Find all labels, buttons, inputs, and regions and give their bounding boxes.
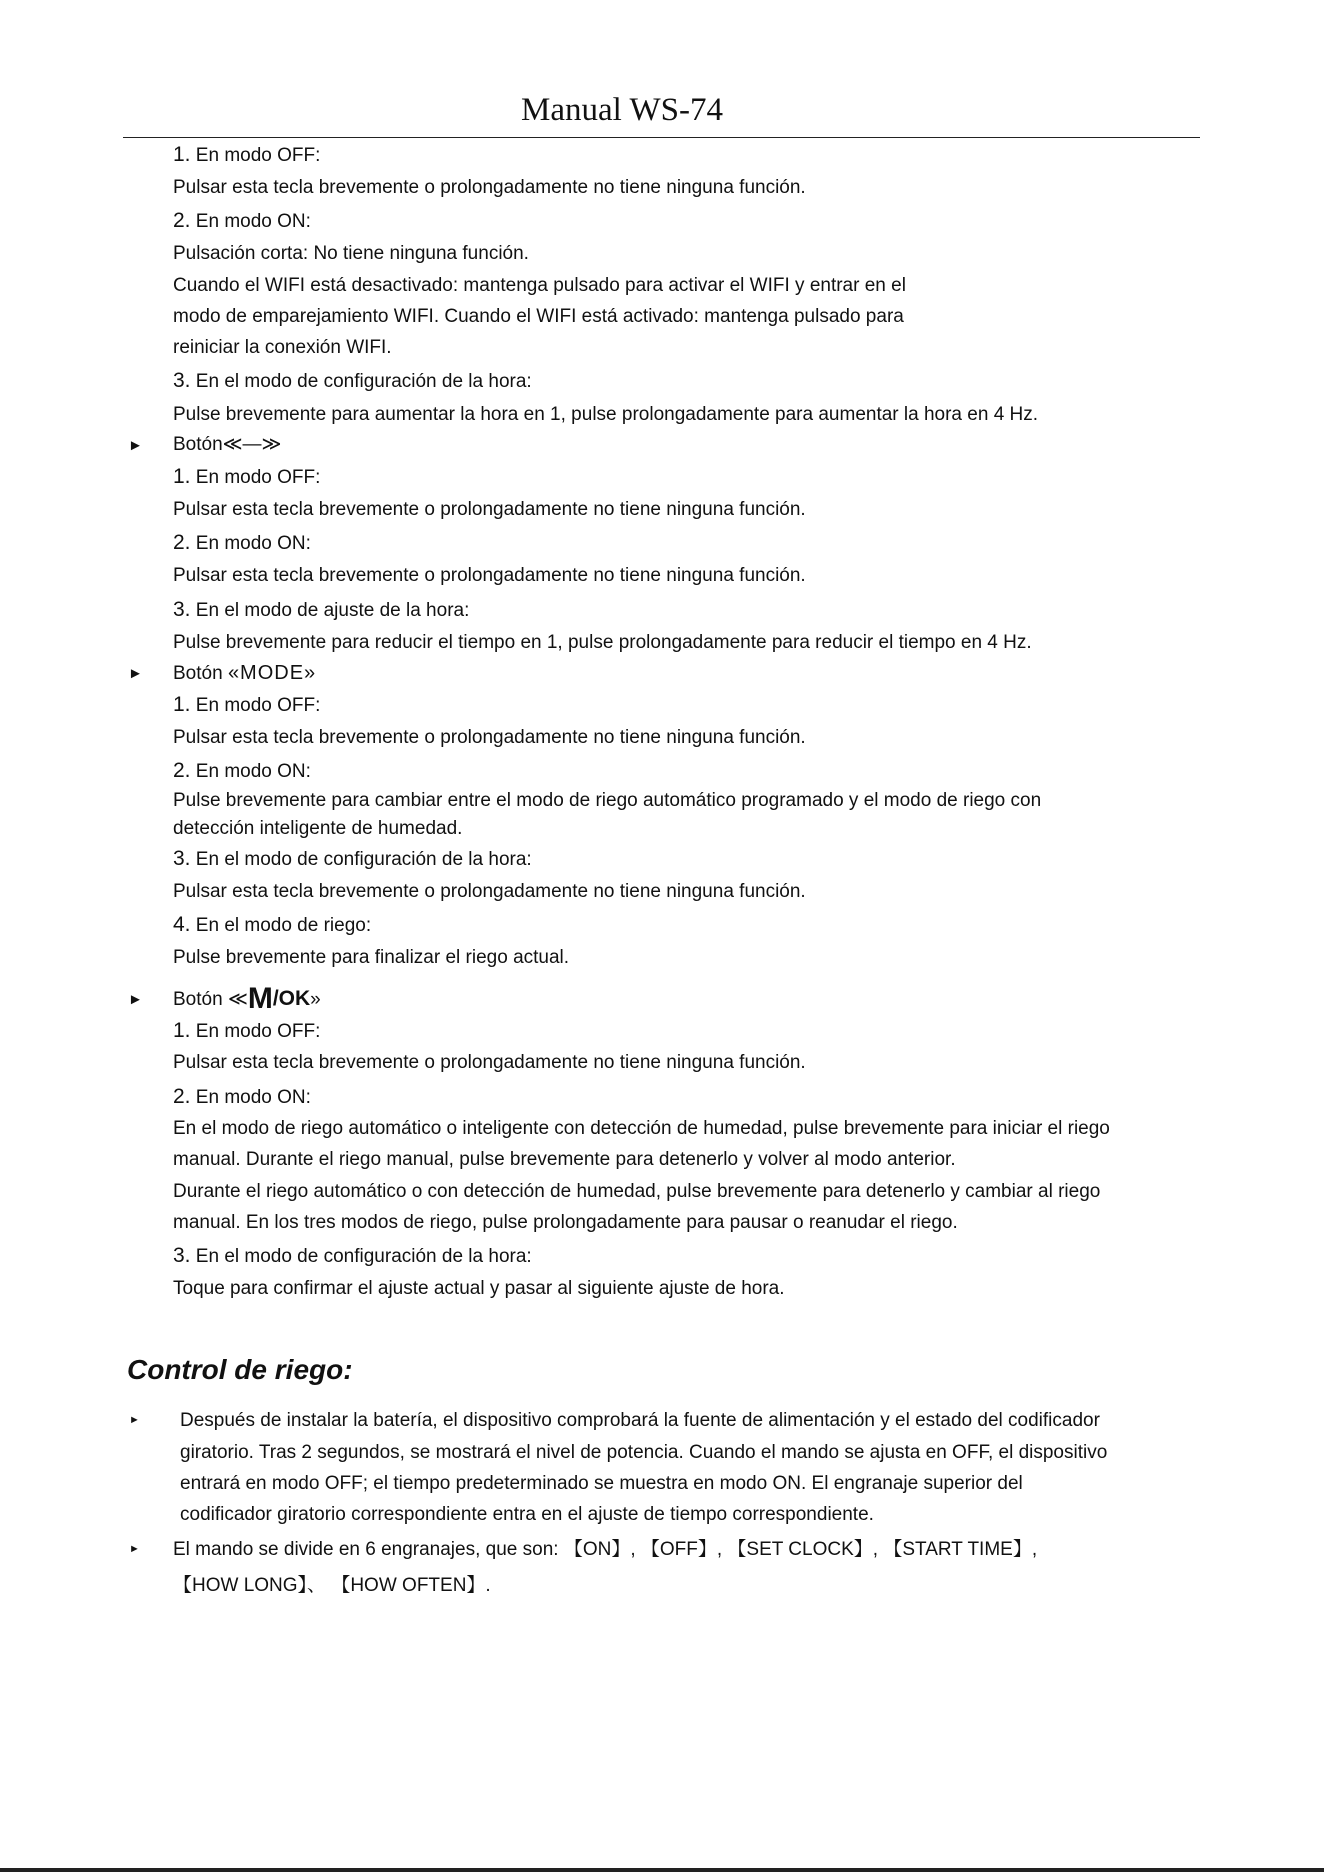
paragraph-line: 【HOW LONG】、 【HOW OFTEN】. [173, 1575, 491, 1596]
list-item [173, 694, 320, 717]
paragraph-line: Pulsar esta tecla brevemente o prolongadamente no tiene ninguna función. [173, 565, 806, 586]
list-item [173, 599, 469, 622]
triangle-bullet-icon: ► [128, 991, 143, 1008]
item-number: 2. [173, 531, 191, 554]
item-label: En el modo de configuración de la hora: [190, 371, 532, 392]
paragraph-line: modo de emparejamiento WIFI. Cuando el WIFI está activado: mantenga pulsado para [173, 306, 904, 327]
paragraph-line: Pulse brevemente para aumentar la hora en 1, pulse prolongadamente para aumentar la hora en 4 Hz. [173, 404, 1039, 425]
item-number: 2. [173, 1085, 191, 1108]
item-label: En modo ON: [190, 1087, 311, 1108]
item-number: 3. [173, 1244, 191, 1267]
paragraph-line: Pulsar esta tecla brevemente o prolongadamente no tiene ninguna función. [173, 177, 806, 198]
item-number: 3. [173, 598, 191, 621]
list-item [173, 144, 320, 167]
item-number: 1. [173, 465, 191, 488]
paragraph-line: manual. En los tres modos de riego, pulse prolongadamente para pausar o reanudar el riego. [173, 1212, 958, 1233]
item-label: En modo OFF: [190, 1021, 321, 1042]
item-number: 1. [173, 693, 191, 716]
item-label: En el modo de ajuste de la hora: [190, 600, 470, 621]
item-label: En el modo de configuración de la hora: [190, 849, 532, 870]
paragraph-line: Pulse brevemente para cambiar entre el modo de riego automático programado y el modo de riego con [173, 790, 1042, 811]
paragraph-line: Después de instalar la batería, el dispositivo comprobará la fuente de alimentación y el estado del codificador [180, 1410, 1100, 1431]
triangle-bullet-icon: ► [129, 1543, 140, 1555]
paragraph-line: detección inteligente de humedad. [173, 818, 463, 839]
paragraph-line: Durante el riego automático o con detección de humedad, pulse brevemente para detenerlo y cambiar al riego [173, 1181, 1101, 1202]
paragraph-line: Pulse brevemente para finalizar el riego actual. [173, 947, 570, 968]
list-item [173, 370, 532, 393]
heading-prefix: Botón [173, 989, 228, 1010]
paragraph-line: Cuando el WIFI está desactivado: mantenga pulsado para activar el WIFI y entrar en el [173, 275, 906, 296]
item-label: En modo ON: [190, 761, 311, 782]
list-item [173, 848, 532, 871]
paragraph-line: entrará en modo OFF; el tiempo predeterminado se muestra en modo ON. El engranaje superior del [180, 1473, 1023, 1494]
section-heading [173, 982, 321, 1015]
list-item [173, 466, 320, 489]
heading-prefix: Botón [173, 663, 228, 684]
paragraph-line: En el modo de riego automático o inteligente con detección de humedad, pulse brevemente para iniciar el riego [173, 1118, 1110, 1139]
paragraph-line: Pulsar esta tecla brevemente o prolongadamente no tiene ninguna función. [173, 881, 806, 902]
m-ok-button-glyph: M [247, 982, 273, 1015]
paragraph-line: codificador giratorio correspondiente entra en el ajuste de tiempo correspondiente. [180, 1504, 874, 1525]
page-bottom-edge [0, 1868, 1324, 1872]
paragraph-line: Pulsar esta tecla brevemente o prolongadamente no tiene ninguna función. [173, 1052, 806, 1073]
item-label: En modo OFF: [190, 695, 321, 716]
item-number: 3. [173, 369, 191, 392]
item-number: 1. [173, 143, 191, 166]
item-label: En modo OFF: [190, 467, 321, 488]
list-item [173, 1086, 311, 1109]
section-title: Control de riego: [127, 1354, 353, 1385]
list-item [173, 1020, 320, 1043]
heading-open-quote: ≪ [227, 989, 248, 1010]
triangle-bullet-icon: ► [128, 665, 143, 682]
item-number: 1. [173, 1019, 191, 1042]
mode-button-label: «MODE» [227, 662, 317, 684]
item-number: 2. [173, 209, 191, 232]
section-heading: Botón≪—≫ [173, 434, 282, 455]
ok-button-label: /OK [272, 987, 311, 1010]
heading-close-quote: » [310, 989, 321, 1010]
item-label: En el modo de configuración de la hora: [190, 1246, 532, 1267]
item-number: 2. [173, 759, 191, 782]
item-label: En modo ON: [190, 533, 311, 554]
item-label: En modo OFF: [190, 145, 321, 166]
triangle-bullet-icon: ► [129, 1414, 140, 1426]
paragraph-line: Pulsar esta tecla brevemente o prolongadamente no tiene ninguna función. [173, 727, 806, 748]
paragraph-line: reiniciar la conexión WIFI. [173, 337, 392, 358]
section-heading [173, 662, 316, 685]
item-number: 4. [173, 913, 191, 936]
header-divider [123, 137, 1200, 138]
paragraph-line: manual. Durante el riego manual, pulse brevemente para detenerlo y volver al modo anterior. [173, 1149, 956, 1170]
item-number: 3. [173, 847, 191, 870]
paragraph-line: Pulsar esta tecla brevemente o prolongadamente no tiene ninguna función. [173, 499, 806, 520]
list-item [173, 914, 371, 937]
paragraph-line: giratorio. Tras 2 segundos, se mostrará el nivel de potencia. Cuando el mando se ajusta en OFF, el dispositivo [180, 1442, 1108, 1463]
list-item [173, 1245, 532, 1268]
triangle-bullet-icon: ► [128, 437, 143, 454]
page-title: Manual WS-74 [521, 92, 723, 128]
paragraph-line: Toque para confirmar el ajuste actual y pasar al siguiente ajuste de hora. [173, 1278, 785, 1299]
list-item [173, 532, 311, 555]
paragraph-line: Pulse brevemente para reducir el tiempo en 1, pulse prolongadamente para reducir el tiempo en 4 Hz. [173, 632, 1032, 653]
item-label: En el modo de riego: [190, 915, 372, 936]
list-item [173, 760, 311, 783]
item-label: En modo ON: [190, 211, 311, 232]
paragraph-line: El mando se divide en 6 engranajes, que son: 【ON】, 【OFF】, 【SET CLOCK】, 【START TIME】, [173, 1539, 1038, 1560]
paragraph-line: Pulsación corta: No tiene ninguna función. [173, 243, 529, 264]
list-item [173, 210, 311, 233]
